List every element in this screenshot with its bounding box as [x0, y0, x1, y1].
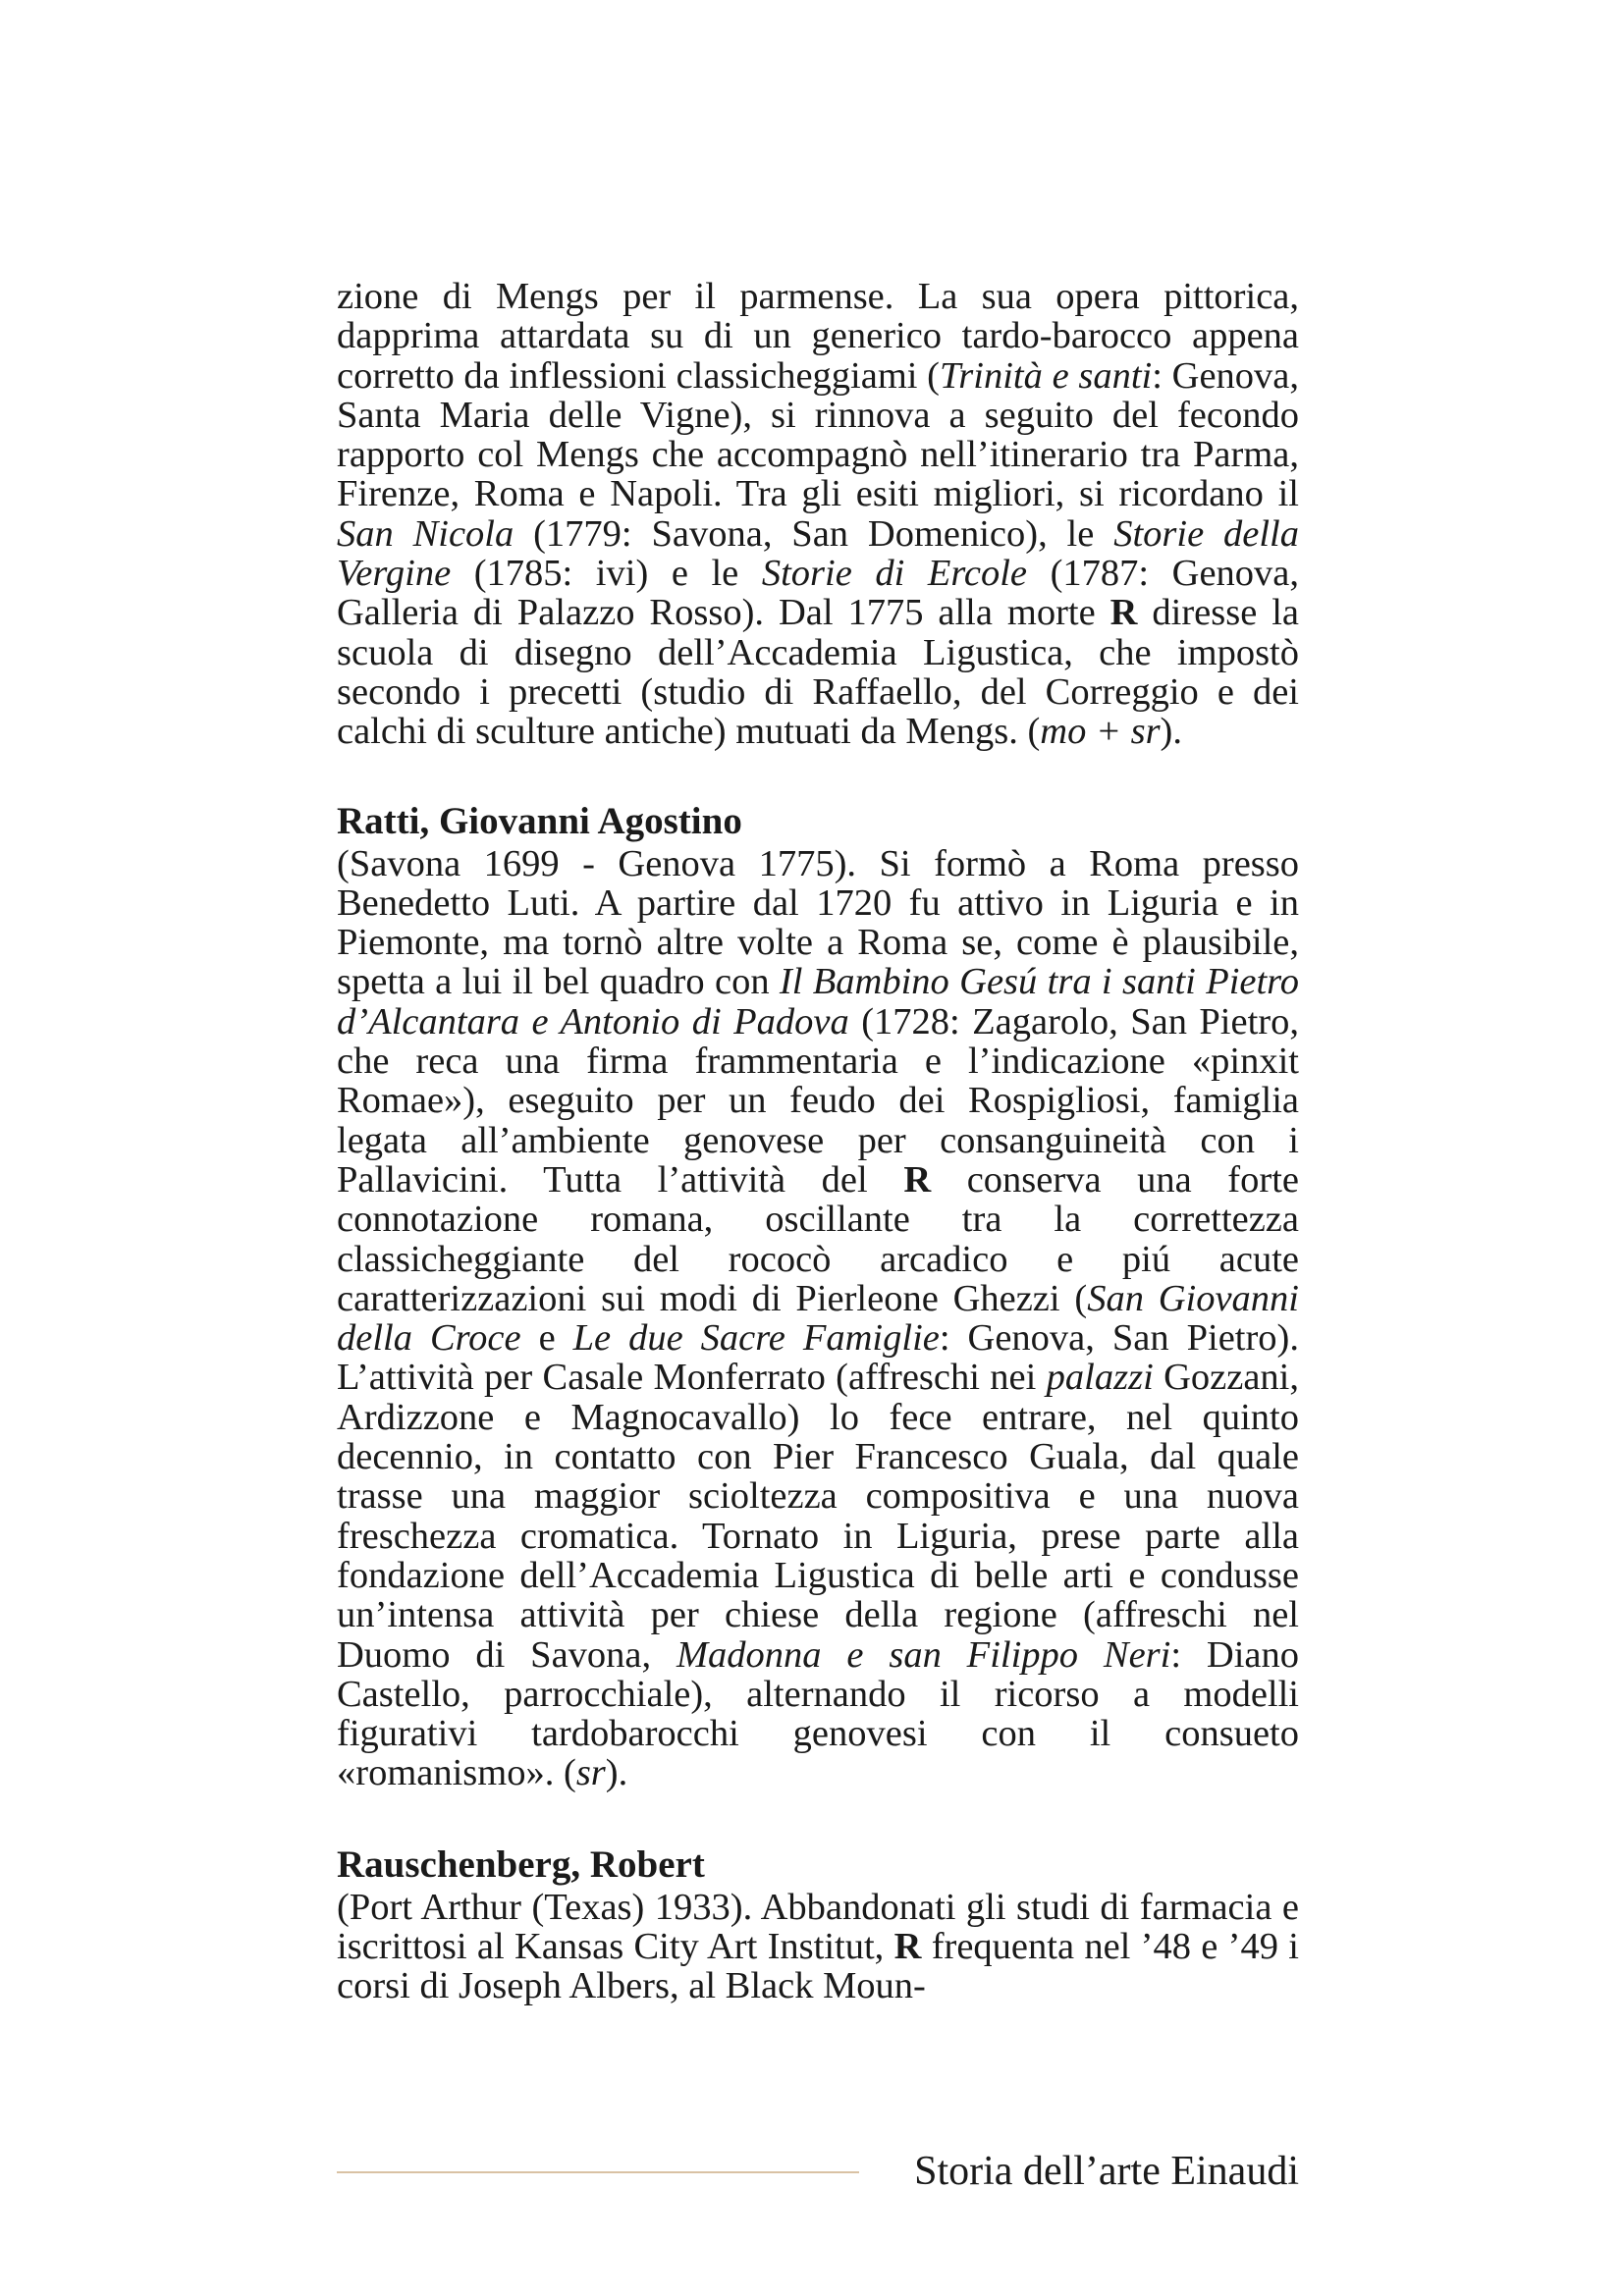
- italic-title: Madonna e san Filippo Neri: [676, 1633, 1171, 1676]
- italic-title: San Giovanni della Croce: [337, 1277, 1299, 1360]
- text-run: Gozzani, Ardizzone e Magnocavallo) lo fece entrare, nel quinto decennio, in contatto con Pier Francesco Guala, dal quale trasse una maggior scioltezza compositiva e una nuova freschezza cromatica. Tornato in Liguria, prese parte alla fondazione dell’Accademia Ligustica di belle arti e condusse un’intensa attività per chiese della regione (affreschi nel Duomo di Savona,: [337, 1357, 1299, 1676]
- text-run: diresse la scuola di disegno dell’Accademia Ligustica, che impostò secondo i precetti (studio di Raffaello, del Correggio e dei calchi di sculture antiche) mutuati da Mengs. (: [337, 592, 1299, 753]
- italic-title: Trinità e santi: [940, 354, 1153, 397]
- text-run: : Genova, San Pietro). L’attività per Casale Monferrato (affreschi nei: [337, 1317, 1299, 1399]
- text-run: (Port Arthur (Texas) 1933). Abbandonati gli studi di farmacia e iscrittosi al Kansas City Art Institut,: [337, 1886, 1299, 1967]
- italic-title: Le due Sacre Famiglie: [572, 1317, 940, 1360]
- entry-rauschenberg-paragraph: [337, 1888, 1299, 2006]
- italic-term: palazzi: [1046, 1357, 1154, 1399]
- text-run: (1728: Zagarolo, San Pietro, che reca una firma frammentaria e l’indicazione «pinxit Romae»), eseguito per un feudo dei Rospigliosi, famiglia legata all’ambiente genovese per consanguineità con i Pallavicini. Tutta l’attività del: [337, 1000, 1299, 1201]
- text-run: ).: [1160, 711, 1182, 753]
- author-initials: mo + sr: [1040, 711, 1161, 753]
- italic-title: San Nicola: [337, 512, 514, 555]
- footer-publication-title: Storia dell’arte Einaudi: [914, 2149, 1299, 2194]
- entry-title-rauschenberg: Rauschenberg, Robert: [337, 1842, 705, 1886]
- text-run: (1787: Genova, Galleria di Palazzo Rosso). Dal 1775 alla morte: [337, 553, 1300, 634]
- entry-title-ratti: Ratti, Giovanni Agostino: [337, 799, 742, 842]
- footer-rule: [337, 2171, 859, 2173]
- text-run: (1779: Savona, San Domenico), le: [514, 512, 1114, 555]
- text-run: (1785: ivi) e le: [451, 553, 762, 595]
- italic-title: Il Bambino Gesú tra i santi Pietro d’Alcantara e Antonio di Padova: [337, 961, 1299, 1042]
- text-run: e: [520, 1317, 573, 1360]
- entry-ratti-paragraph: [337, 844, 1299, 1793]
- entry-continued-paragraph: [337, 277, 1299, 752]
- bold-abbrev: R: [903, 1158, 932, 1201]
- italic-title: Storie della Vergine: [337, 512, 1299, 595]
- text-run: ).: [605, 1752, 628, 1794]
- text-run: : Genova, Santa Maria delle Vigne), si rinnova a seguito del fecondo rapporto col Mengs che accompagnò nell’itinerario tra Parma, Firenze, Roma e Napoli. Tra gli esiti migliori, si ricordano il: [337, 354, 1300, 515]
- italic-title: Storie di Ercole: [761, 553, 1028, 595]
- bold-abbrev: R: [893, 1925, 922, 1967]
- text-run: frequenta nel ’48 e ’49 i corsi di Joseph Albers, al Black Moun-: [337, 1925, 1299, 2007]
- bold-abbrev: R: [1109, 592, 1138, 634]
- text-run: : Diano Castello, parrocchiale), alternando il ricorso a modelli figurativi tardobarocchi genovesi con il consueto «romanismo». (: [337, 1633, 1299, 1794]
- text-run: conserva una forte connotazione romana, oscillante tra la correttezza classicheggiante del rococò arcadico e piú acute caratterizzazioni sui modi di Pierleone Ghezzi (: [337, 1158, 1299, 1319]
- text-column: [337, 277, 1299, 2006]
- author-initials: sr: [575, 1752, 606, 1794]
- text-run: (Savona 1699 - Genova 1775). Si formò a Roma presso Benedetto Luti. A partire dal 1720 fu attivo in Liguria e in Piemonte, ma tornò altre volte a Roma se, come è plausibile, spetta a lui il bel quadro con: [337, 842, 1299, 1003]
- text-run: zione di Mengs per il parmense. La sua opera pittorica, dapprima attardata su di un generico tardo-barocco appena corretto da inflessioni classicheggiami (: [337, 276, 1299, 397]
